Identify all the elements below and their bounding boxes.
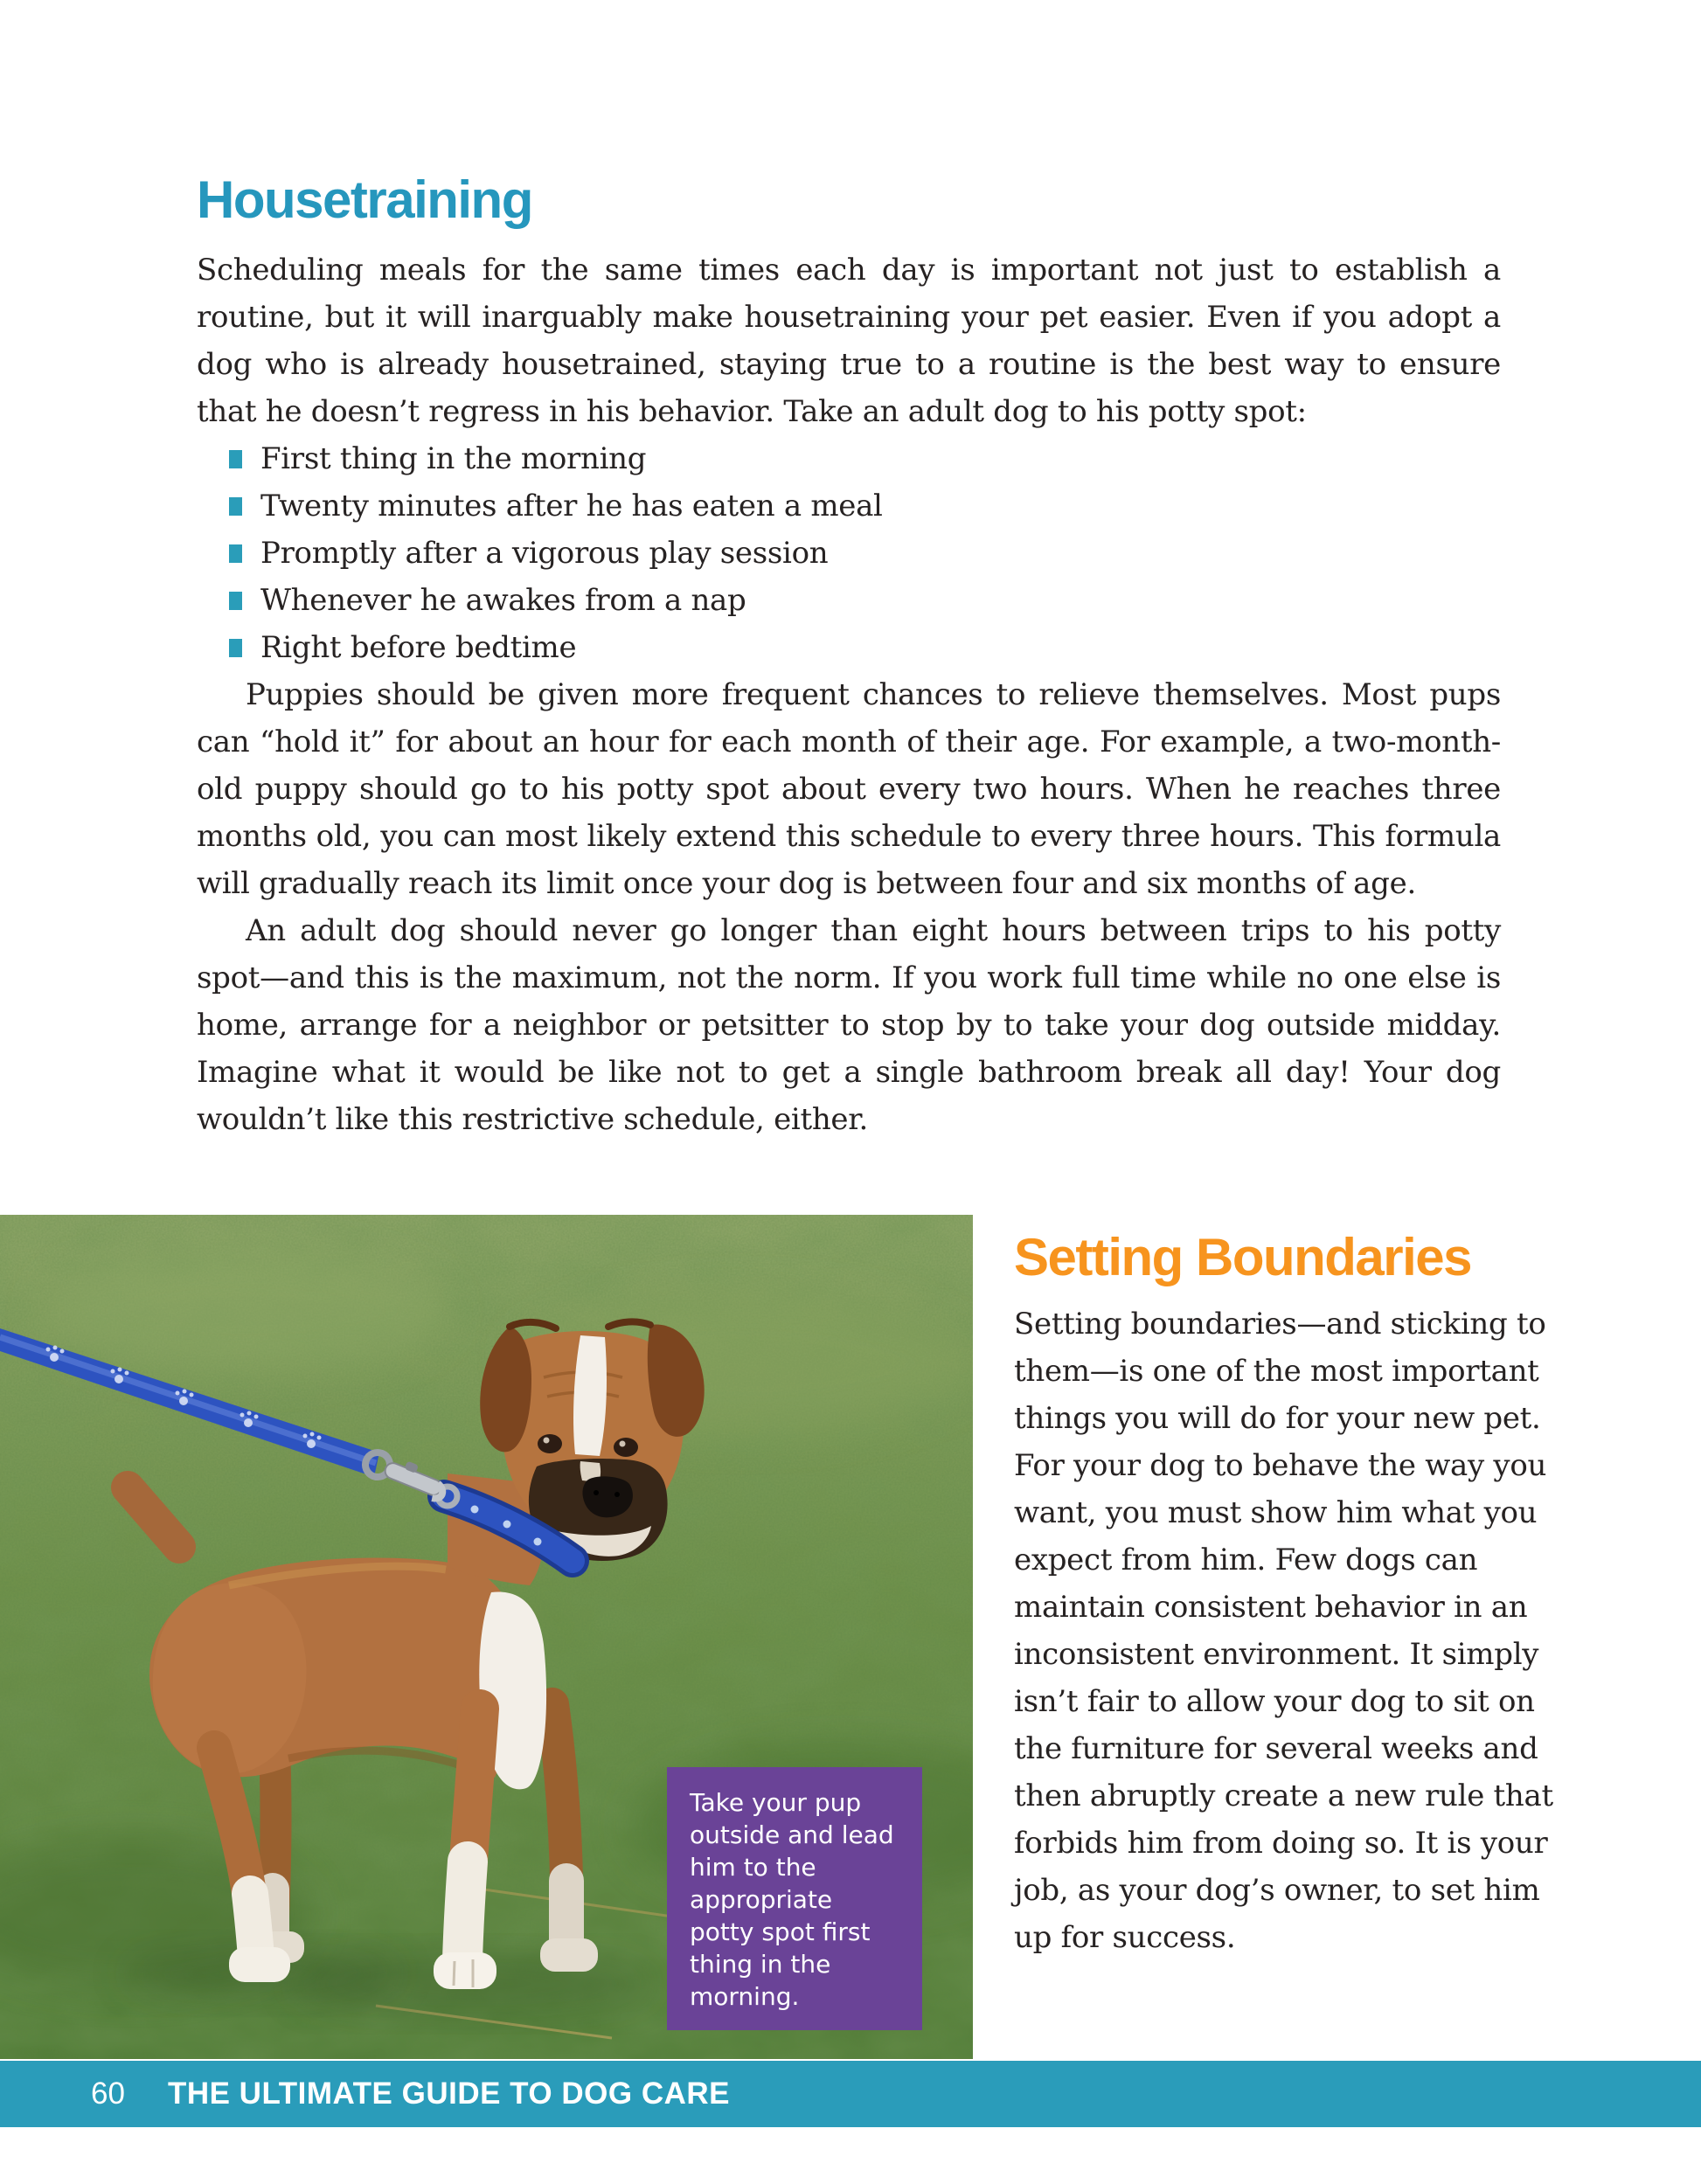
boxer-puppy-photo [0,1215,973,2059]
list-item-label: Twenty minutes after he has eaten a meal [260,489,883,523]
square-bullet-icon [229,450,242,468]
square-bullet-icon [229,544,242,563]
section-heading-housetraining: Housetraining [197,170,532,229]
left-eye [538,1434,562,1453]
list-item-label: Promptly after a vigorous play session [260,536,829,571]
right-eye [614,1438,638,1457]
list-item [197,530,1501,577]
list-item-label: Whenever he awakes from a nap [260,583,746,618]
square-bullet-icon [229,592,242,610]
page-footer [0,2061,1701,2127]
list-item [197,482,1501,530]
setting-boundaries-section [1014,1228,1580,1961]
housetraining-paragraph-1: Scheduling meals for the same times each day is important not just to establish a routine, but it will inarguably make housetraining your pet easier. Even if you adopt a dog who is already housetrained, staying true to a routine is the best way to ensure that he doesn’t regress in his behavior. Take an adult dog to his potty spot: [197,253,1501,429]
list-item [197,624,1501,671]
housetraining-section [197,170,1501,1143]
list-item [197,435,1501,482]
setting-boundaries-paragraph: Setting boundaries—and sticking to them—is one of the most important things you will do for your new pet. For your dog to behave the way you want, you must show him what you expect from him. Few dogs can maintain consistent behavior in an inconsistent environment. It simply isn’t fair to allow your dog to sit on the furniture for several weeks and then abruptly create a new rule that forbids him from doing so. It is your job, as your dog’s owner, to set him up for success. [1014,1307,1553,1955]
list-item [197,577,1501,624]
square-bullet-icon [229,639,242,657]
square-bullet-icon [229,497,242,516]
photo-caption: Take your pup outside and lead him to the appropriate potty spot first thing in the morning. [667,1767,922,2030]
housetraining-paragraph-3: An adult dog should never go longer than eight hours between trips to his potty spot—and this is the maximum, not the norm. If you work full time while no one else is home, arrange for a neighbor or petsitter to stop by to take your dog outside midday. Imagine what it would be like not to get a single bathroom break all day! Your dog wouldn’t like this restrictive schedule, either. [197,913,1501,1137]
book-title: THE ULTIMATE GUIDE TO DOG CARE [167,2077,730,2111]
page-number: 60 [91,2077,125,2111]
potty-times-list [197,435,1501,671]
white-blaze [573,1335,607,1456]
list-item-label: Right before bedtime [260,630,577,665]
section-heading-setting-boundaries: Setting Boundaries [1014,1228,1472,1286]
housetraining-paragraph-2: Puppies should be given more frequent chances to relieve themselves. Most pups can “hold it” for about an hour for each month of their age. For example, a two-month-old puppy should go to his potty spot about every two hours. When he reaches three months old, you can most likely extend this schedule to every three hours. This formula will gradually reach its limit once your dog is between four and six months of age. [197,677,1501,901]
list-item-label: First thing in the morning [260,441,647,476]
